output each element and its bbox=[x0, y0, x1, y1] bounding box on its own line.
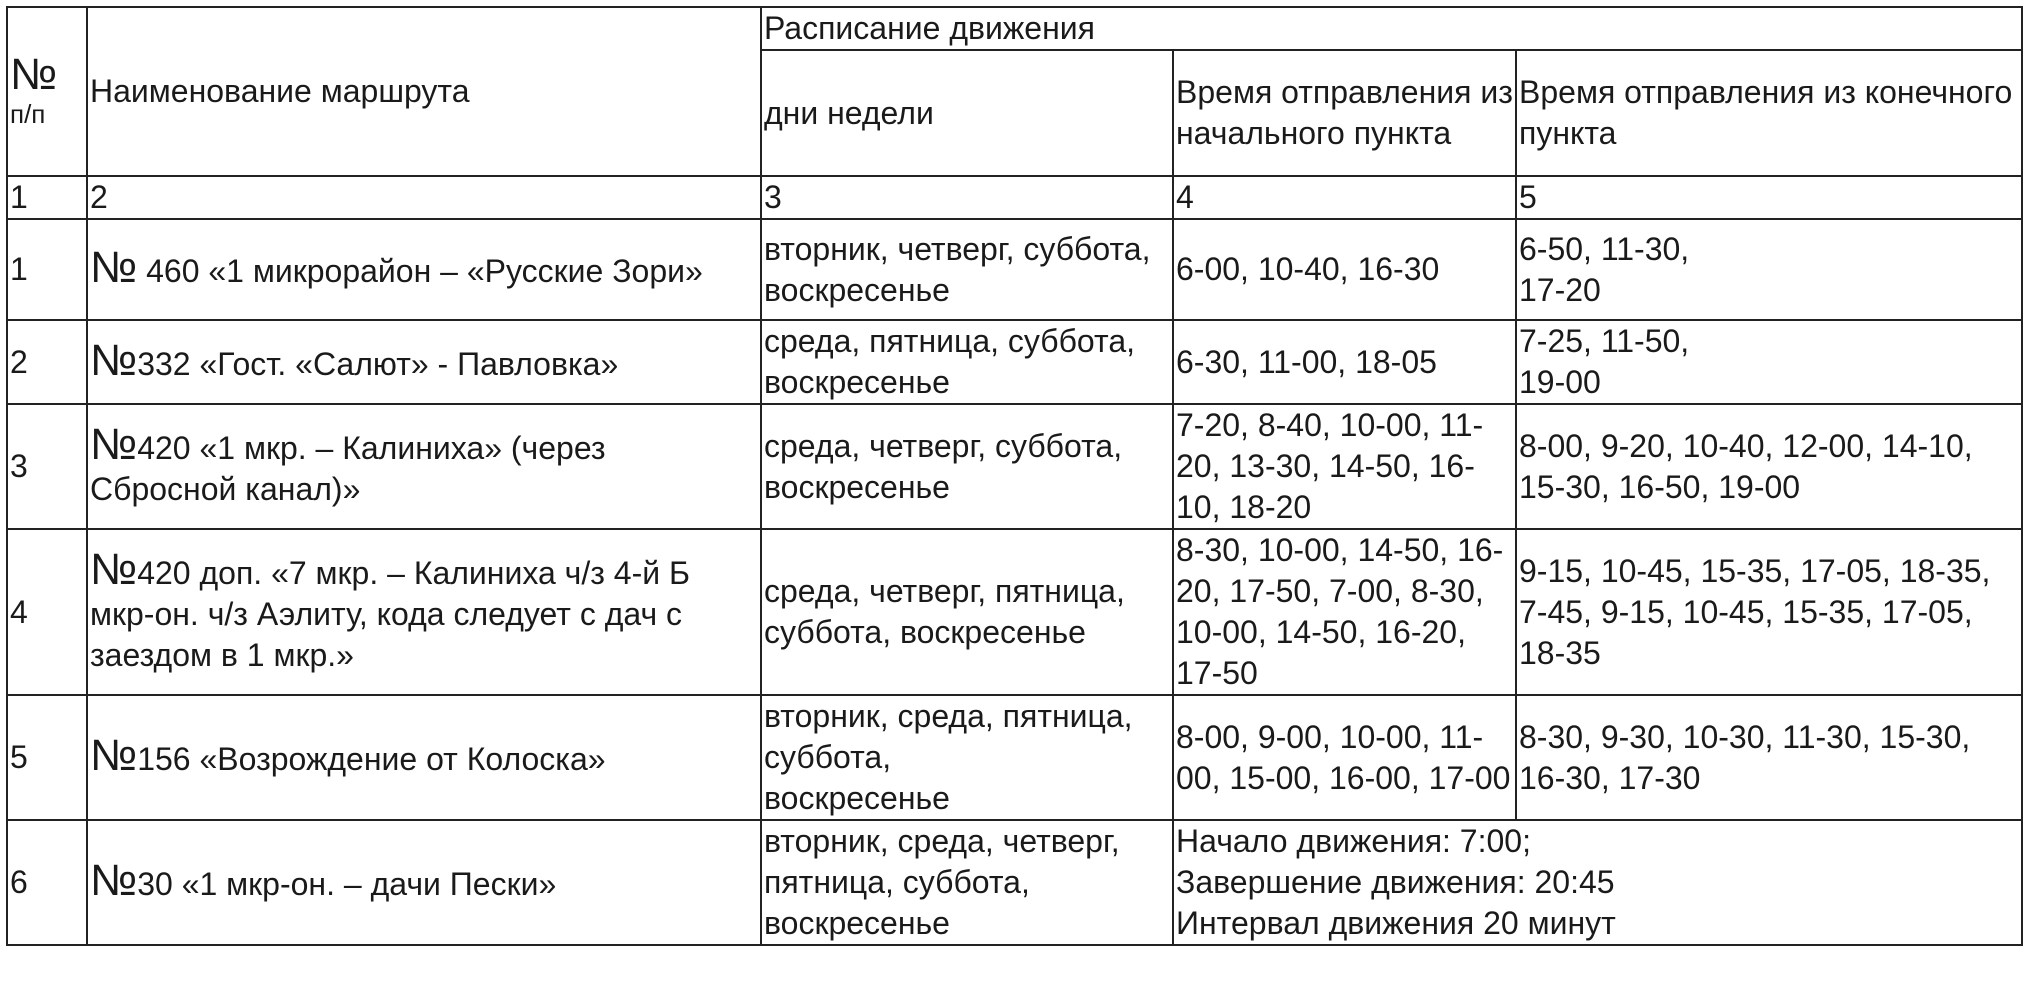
route-name-text: 460 «1 микрорайон – «Русские Зори» bbox=[137, 253, 703, 289]
route-days: среда, пятница, суббота, воскресенье bbox=[761, 320, 1173, 404]
route-end-times: 9-15, 10-45, 15-35, 17-05, 18-35, 7-45, 9-15, 10-45, 15-35, 17-05, 18-35 bbox=[1516, 529, 2022, 695]
schedule-start-line: Начало движения: 7:00; bbox=[1176, 823, 1531, 859]
route-name bbox=[87, 320, 761, 404]
route-interval-schedule bbox=[1173, 820, 2022, 945]
row-number: 2 bbox=[7, 320, 87, 404]
row-number: 4 bbox=[7, 529, 87, 695]
route-name bbox=[87, 695, 761, 820]
route-start-times: 8-30, 10-00, 14-50, 16-20, 17-50, 7-00, 8-30, 10-00, 14-50, 16-20, 17-50 bbox=[1173, 529, 1516, 695]
column-number: 2 bbox=[87, 176, 761, 219]
route-name bbox=[87, 404, 761, 529]
route-name-text: 156 «Возрождение от Колоска» bbox=[137, 741, 606, 777]
route-name bbox=[87, 820, 761, 945]
route-days: вторник, четверг, суббота, воскресенье bbox=[761, 219, 1173, 320]
route-end-times: 6-50, 11-30, 17-20 bbox=[1516, 219, 2022, 320]
row-number: 5 bbox=[7, 695, 87, 820]
route-start-times: 7-20, 8-40, 10-00, 11-20, 13-30, 14-50, 16-10, 18-20 bbox=[1173, 404, 1516, 529]
route-start-times: 8-00, 9-00, 10-00, 11-00, 15-00, 16-00, 17-00 bbox=[1173, 695, 1516, 820]
row-number: 6 bbox=[7, 820, 87, 945]
table-row bbox=[7, 219, 2022, 320]
route-name bbox=[87, 219, 761, 320]
schedule-end-line: Завершение движения: 20:45 bbox=[1176, 864, 1615, 900]
table-row bbox=[7, 320, 2022, 404]
column-number: 4 bbox=[1173, 176, 1516, 219]
header-route: Наименование маршрута bbox=[87, 7, 761, 176]
route-number-sign: № bbox=[90, 243, 138, 292]
route-number-sign: № bbox=[90, 419, 138, 469]
table-row bbox=[7, 404, 2022, 529]
route-number-sign: № bbox=[90, 335, 138, 385]
route-name-text: 332 «Гост. «Салют» - Павловка» bbox=[137, 345, 619, 382]
header-num-symbol: № bbox=[10, 50, 58, 99]
column-number: 5 bbox=[1516, 176, 2022, 219]
table-row bbox=[7, 529, 2022, 695]
route-days: вторник, среда, четверг, пятница, суббота, воскресенье bbox=[761, 820, 1173, 945]
route-name-text: 420 «1 мкр. – Калиниха» (через Сбросной канал)» bbox=[90, 429, 606, 507]
route-days: среда, четверг, суббота, воскресенье bbox=[761, 404, 1173, 529]
route-number-sign: № bbox=[90, 731, 138, 780]
schedule-table bbox=[6, 6, 2023, 946]
column-number: 1 bbox=[7, 176, 87, 219]
row-number: 3 bbox=[7, 404, 87, 529]
column-number-row bbox=[7, 176, 2022, 219]
route-start-times: 6-30, 11-00, 18-05 bbox=[1173, 320, 1516, 404]
header-departure-end: Время отправления из конечного пункта bbox=[1516, 50, 2022, 176]
column-number: 3 bbox=[761, 176, 1173, 219]
header-departure-start: Время отправления из начального пункта bbox=[1173, 50, 1516, 176]
route-end-times: 7-25, 11-50, 19-00 bbox=[1516, 320, 2022, 404]
table-row bbox=[7, 695, 2022, 820]
table-row bbox=[7, 820, 2022, 945]
header-row-top bbox=[7, 7, 2022, 50]
route-name-text: 420 доп. «7 мкр. – Калиниха ч/з 4-й Б мкр-он. ч/з Аэлиту, кода следует с дач с заездом в 1 мкр.» bbox=[90, 554, 691, 673]
header-num-sub: п/п bbox=[10, 99, 46, 129]
route-end-times: 8-00, 9-20, 10-40, 12-00, 14-10, 15-30, 16-50, 19-00 bbox=[1516, 404, 2022, 529]
route-end-times: 8-30, 9-30, 10-30, 11-30, 15-30, 16-30, 17-30 bbox=[1516, 695, 2022, 820]
row-number: 1 bbox=[7, 219, 87, 320]
route-start-times: 6-00, 10-40, 16-30 bbox=[1173, 219, 1516, 320]
header-num-cell bbox=[7, 7, 87, 176]
route-name bbox=[87, 529, 761, 695]
route-days: вторник, среда, пятница, суббота, воскресенье bbox=[761, 695, 1173, 820]
route-name-text: 30 «1 мкр-он. – дачи Пески» bbox=[137, 866, 557, 902]
route-number-sign: № bbox=[90, 856, 138, 905]
route-number-sign: № bbox=[90, 544, 138, 594]
header-schedule: Расписание движения bbox=[761, 7, 2022, 50]
header-days: дни недели bbox=[761, 50, 1173, 176]
schedule-interval-line: Интервал движения 20 минут bbox=[1176, 905, 1616, 941]
route-days: среда, четверг, пятница, суббота, воскресенье bbox=[761, 529, 1173, 695]
